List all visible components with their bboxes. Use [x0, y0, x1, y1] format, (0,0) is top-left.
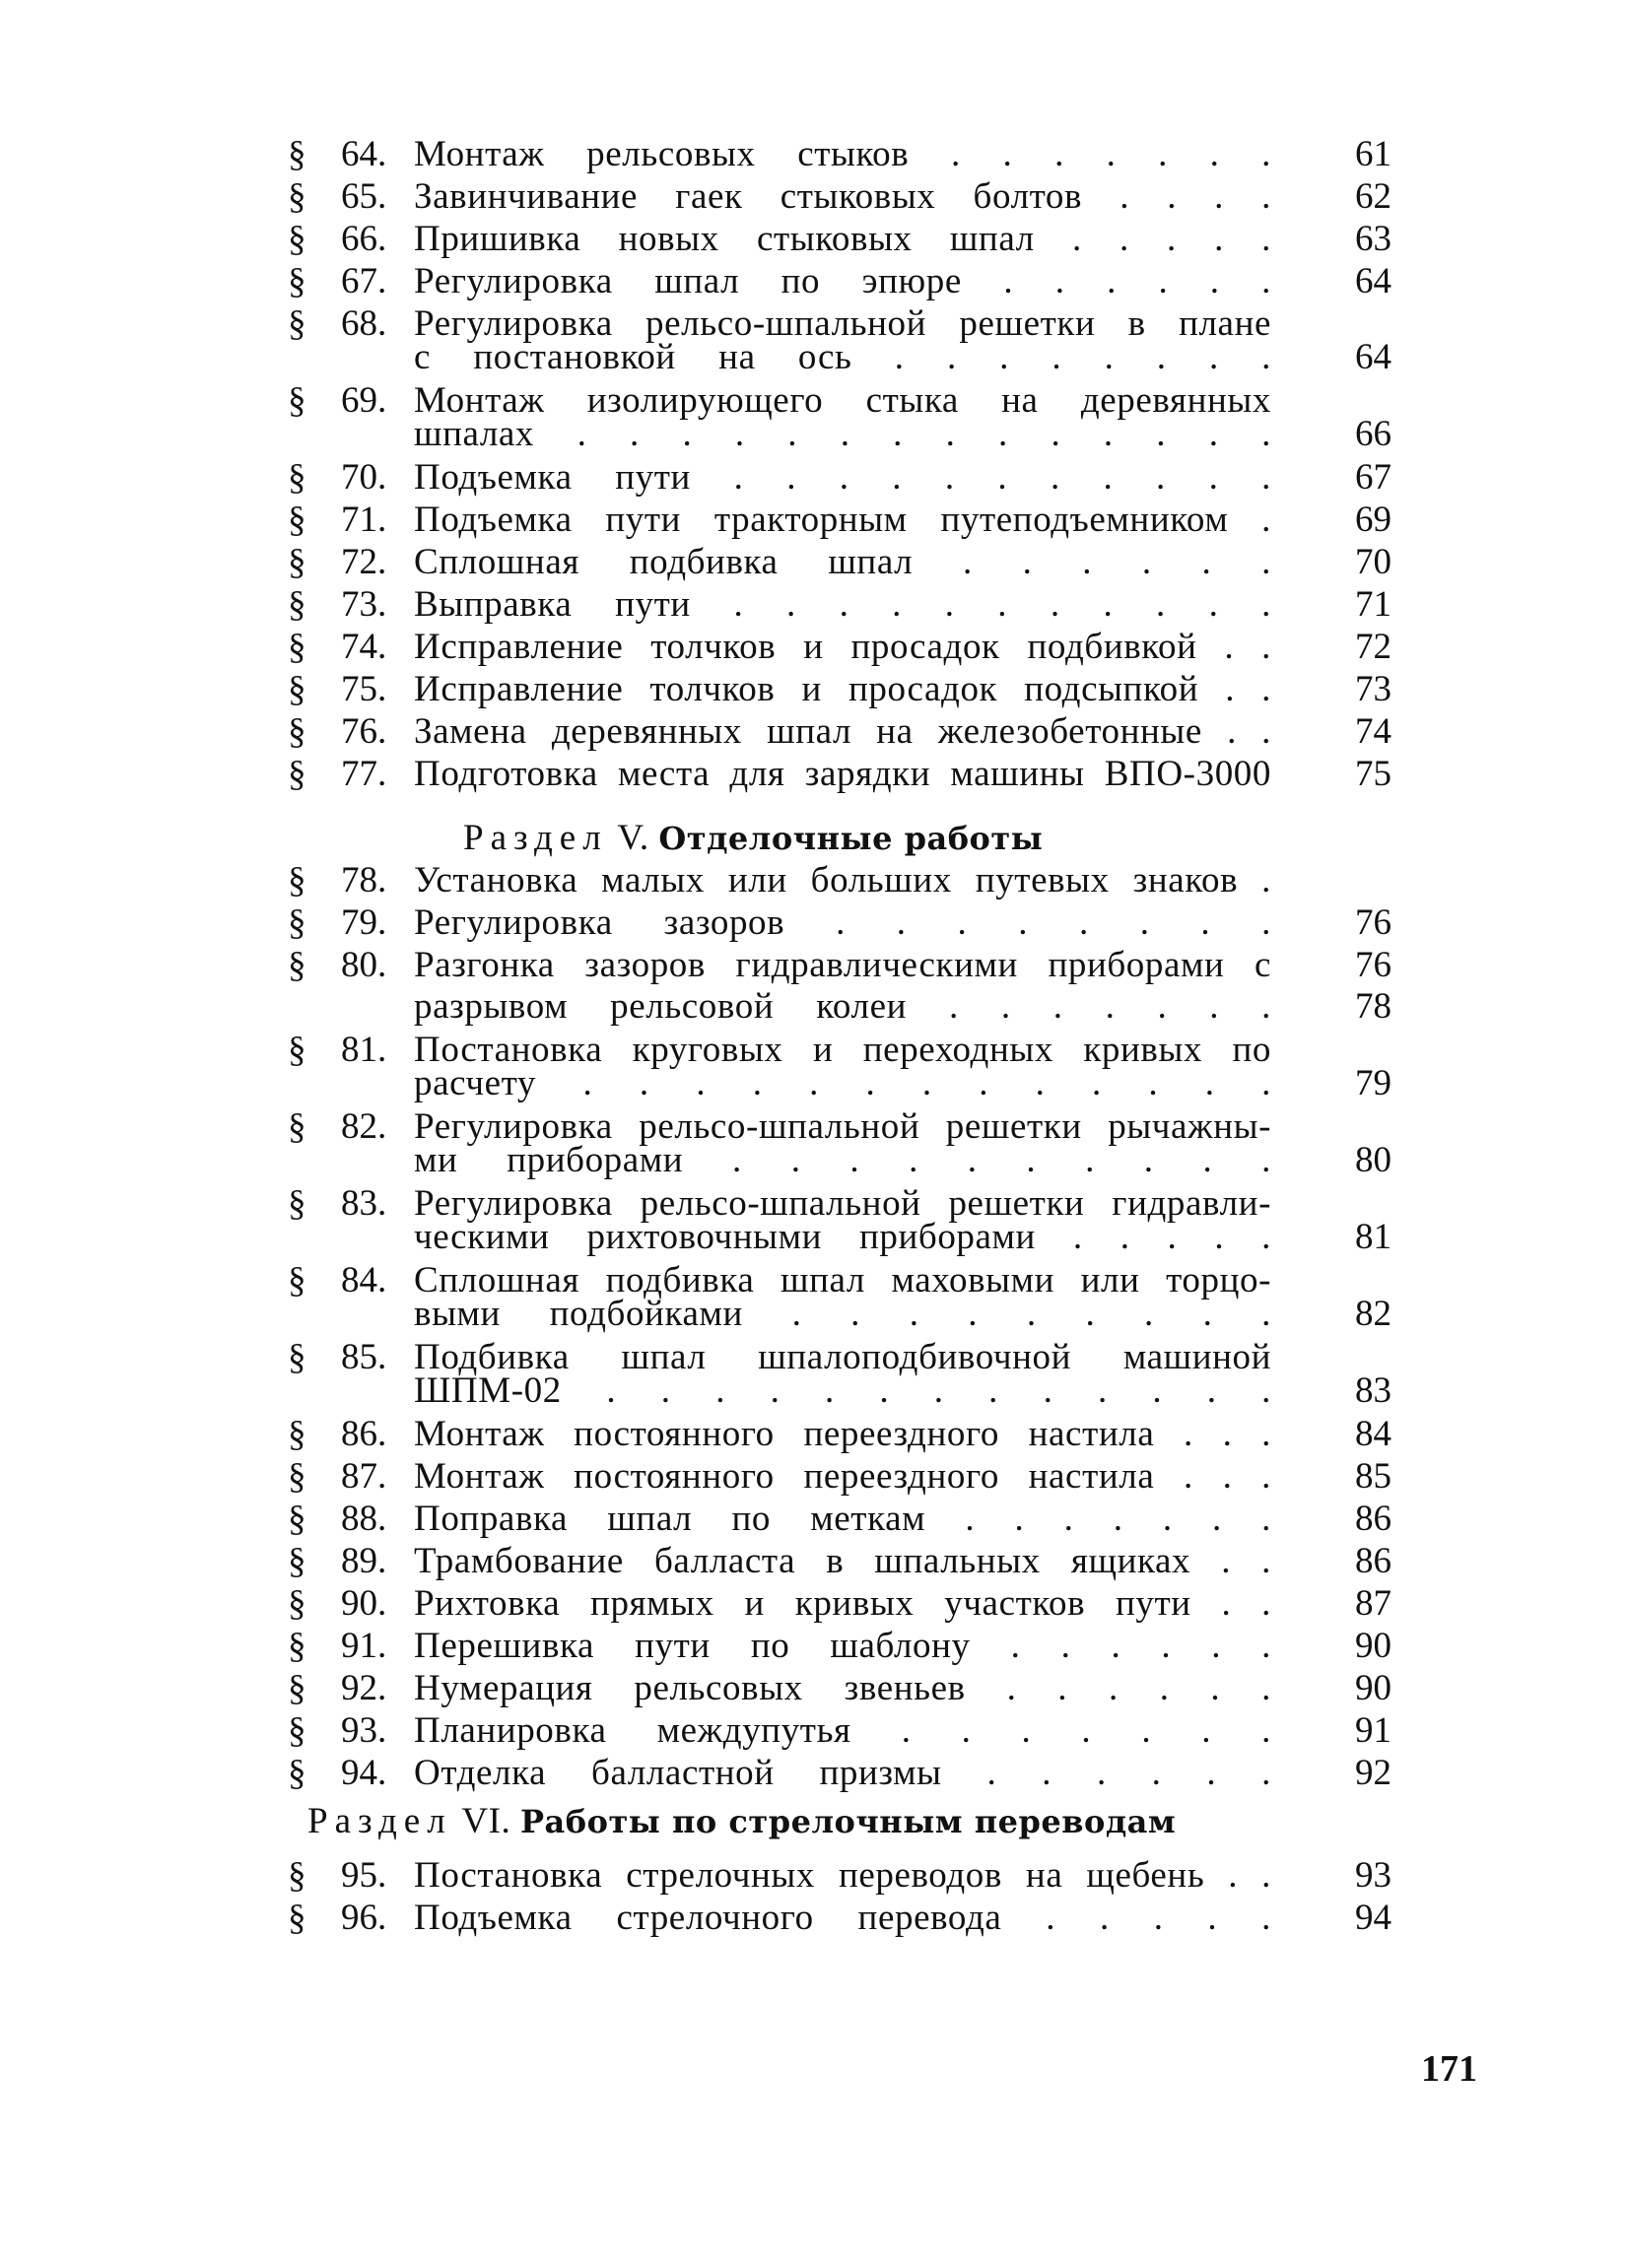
- entry-page: 90: [1355, 1668, 1391, 1708]
- entry-page: 72: [1355, 627, 1391, 667]
- toc-entry: [288, 457, 1391, 498]
- entry-number: 95.: [341, 1855, 387, 1896]
- section-sign: §: [288, 754, 306, 794]
- toc-entry: [288, 1414, 1391, 1454]
- entry-page: 70: [1355, 542, 1391, 582]
- entry-number: 77.: [341, 754, 387, 794]
- entry-title-line: Подбивка шпал шпалоподбивочной машиной: [414, 1337, 1271, 1377]
- toc-entry: [288, 542, 1391, 582]
- entry-title-line: Нумерация рельсовых звеньев . . . . . .: [414, 1668, 1271, 1708]
- entry-number: 88.: [341, 1499, 387, 1539]
- entry-page: 85: [1355, 1456, 1391, 1497]
- entry-title-line: Постановка стрелочных переводов на щебень . .: [414, 1855, 1271, 1896]
- toc-entry: [288, 303, 1391, 377]
- entry-page: 61: [1355, 134, 1391, 174]
- toc-entry: [288, 711, 1391, 752]
- toc-entry: [288, 1260, 1391, 1334]
- entry-number: 79.: [341, 902, 387, 943]
- toc-entry: [288, 1030, 1391, 1103]
- section-sign: §: [288, 711, 306, 752]
- toc-entry: [288, 1456, 1391, 1497]
- entry-page: 87: [1355, 1583, 1391, 1624]
- page-number: 171: [1421, 2048, 1477, 2090]
- toc-group-1: [288, 134, 1391, 794]
- section-sign: §: [288, 542, 306, 582]
- section-title: Работы по стрелочным переводам: [519, 1803, 1177, 1840]
- entry-number: 83.: [341, 1183, 387, 1224]
- toc-entry: [288, 1337, 1391, 1411]
- entry-number: 64.: [341, 134, 387, 174]
- section-sign: §: [288, 380, 306, 421]
- section-sign: §: [288, 1337, 306, 1377]
- entry-page: 83: [1355, 1370, 1391, 1411]
- entry-title-line: шпалах . . . . . . . . . . . . . .: [414, 414, 1271, 454]
- entry-number: 67.: [341, 261, 387, 301]
- entry-page: 66: [1355, 414, 1391, 454]
- entry-page: 63: [1355, 219, 1391, 259]
- section-sign: §: [288, 219, 306, 259]
- entry-page: 73: [1355, 669, 1391, 709]
- entry-number: 81.: [341, 1030, 387, 1070]
- entry-title-line: Монтаж постоянного переездного настила . . .: [414, 1456, 1271, 1497]
- toc-group-3: [288, 1855, 1391, 1938]
- entry-title-line: Регулировка шпал по эпюре . . . . . .: [414, 261, 1271, 301]
- section-sign: §: [288, 945, 306, 985]
- section-sign: §: [288, 457, 306, 498]
- toc-entry: [288, 669, 1391, 709]
- entry-number: 93.: [341, 1710, 387, 1751]
- entry-title-line: Отделка балластной призмы . . . . . .: [414, 1753, 1271, 1793]
- section-heading-5: [463, 819, 1391, 858]
- toc-entry: [288, 1106, 1391, 1180]
- entry-number: 65.: [341, 176, 387, 217]
- toc-entry: [288, 1855, 1391, 1896]
- entry-page: 86: [1355, 1541, 1391, 1581]
- entry-number: 90.: [341, 1583, 387, 1624]
- entry-title-line: Трамбование балласта в шпальных ящиках . .: [414, 1541, 1271, 1581]
- entry-title-line: Разгонка зазоров гидравлическими приборами с: [414, 945, 1271, 985]
- entry-title-line: Подъемка стрелочного перевода . . . . .: [414, 1898, 1271, 1938]
- section-sign: §: [288, 1030, 306, 1070]
- section-numeral: VI.: [461, 1801, 511, 1841]
- entry-page: 86: [1355, 1499, 1391, 1539]
- entry-page: 71: [1355, 584, 1391, 625]
- entry-page: 91: [1355, 1710, 1391, 1751]
- toc-entry: [288, 500, 1391, 540]
- toc-entry: [288, 1668, 1391, 1708]
- entry-title-line: Исправление толчков и просадок подбивкой . .: [414, 627, 1271, 667]
- entry-title-line: ческими рихтовочными приборами . . . . .: [414, 1217, 1271, 1257]
- section-title: Отделочные работы: [658, 820, 1044, 857]
- entry-page: 84: [1355, 1414, 1391, 1454]
- toc-entry: [288, 1710, 1391, 1751]
- section-sign: §: [288, 1855, 306, 1896]
- toc-entry: [288, 134, 1391, 174]
- table-of-contents: [288, 134, 1391, 1944]
- entry-number: 85.: [341, 1337, 387, 1377]
- section-sign: §: [288, 1898, 306, 1938]
- entry-number: 74.: [341, 627, 387, 667]
- entry-number: 82.: [341, 1106, 387, 1147]
- toc-entry: [288, 1626, 1391, 1666]
- entry-page: 79: [1355, 1063, 1391, 1103]
- entry-title-line: выми подбойками . . . . . . . . .: [414, 1294, 1271, 1334]
- entry-page: 82: [1355, 1294, 1391, 1334]
- section-numeral: V.: [617, 818, 649, 858]
- toc-entry: [288, 1183, 1391, 1257]
- entry-title-line: Перешивка пути по шаблону . . . . . .: [414, 1626, 1271, 1666]
- section-label: Раздел: [307, 1801, 452, 1841]
- entry-title-line: Сплошная подбивка шпал . . . . . .: [414, 542, 1271, 582]
- section-sign: §: [288, 1260, 306, 1301]
- section-sign: §: [288, 627, 306, 667]
- entry-title-line: Постановка круговых и переходных кривых по: [414, 1030, 1271, 1070]
- entry-page: 90: [1355, 1626, 1391, 1666]
- section-sign: §: [288, 1106, 306, 1147]
- entry-page: 64: [1355, 337, 1391, 377]
- entry-title-line: Монтаж постоянного переездного настила . . .: [414, 1414, 1271, 1454]
- entry-number: 92.: [341, 1668, 387, 1708]
- entry-number: 76.: [341, 711, 387, 752]
- toc-entry: [288, 1499, 1391, 1539]
- entry-title-line: Планировка междупутья . . . . . . .: [414, 1710, 1271, 1751]
- section-sign: §: [288, 1710, 306, 1751]
- entry-number: 70.: [341, 457, 387, 498]
- entry-page: 69: [1355, 500, 1391, 540]
- toc-group-2: [288, 860, 1391, 1793]
- entry-number: 72.: [341, 542, 387, 582]
- entry-title-line: расчету . . . . . . . . . . . . .: [414, 1063, 1271, 1103]
- toc-entry: [288, 584, 1391, 625]
- entry-page: 92: [1355, 1753, 1391, 1793]
- toc-entry: [288, 1898, 1391, 1938]
- entry-title-line: Замена деревянных шпал на железобетонные . .: [414, 711, 1271, 752]
- section-sign: §: [288, 1626, 306, 1666]
- entry-page: 81: [1355, 1217, 1391, 1257]
- entry-number: 68.: [341, 303, 387, 344]
- entry-number: 84.: [341, 1260, 387, 1301]
- section-sign: §: [288, 669, 306, 709]
- entry-title-line: Установка малых или больших путевых знаков .: [414, 860, 1271, 901]
- entry-number: 96.: [341, 1898, 387, 1938]
- entry-title-line: Регулировка рельсо-шпальной решетки в плане: [414, 303, 1271, 344]
- entry-title-line: Регулировка рельсо-шпальной решетки рычажны-: [414, 1106, 1271, 1147]
- entry-number: 89.: [341, 1541, 387, 1581]
- entry-title-line: Завинчивание гаек стыковых болтов . . . .: [414, 176, 1271, 217]
- entry-page: 93: [1355, 1855, 1391, 1896]
- entry-number: 66.: [341, 219, 387, 259]
- toc-entry: [288, 902, 1391, 943]
- section-sign: §: [288, 1456, 306, 1497]
- entry-title-line: ми приборами . . . . . . . . . .: [414, 1140, 1271, 1180]
- entry-number: 71.: [341, 500, 387, 540]
- entry-title-line: с постановкой на ось . . . . . . . .: [414, 337, 1271, 377]
- entry-page: 80: [1355, 1140, 1391, 1180]
- entry-title-line: Подъемка пути тракторным путеподъемником .: [414, 500, 1271, 540]
- entry-title-line: Рихтовка прямых и кривых участков пути . .: [414, 1583, 1271, 1624]
- entry-number: 91.: [341, 1626, 387, 1666]
- entry-page: 62: [1355, 176, 1391, 217]
- section-heading-6: [307, 1802, 1391, 1841]
- entry-page: 94: [1355, 1898, 1391, 1938]
- entry-title-line: Регулировка рельсо-шпальной решетки гидравли-: [414, 1183, 1271, 1224]
- entry-number: 69.: [341, 380, 387, 421]
- entry-title-line: Пришивка новых стыковых шпал . . . . .: [414, 219, 1271, 259]
- section-sign: §: [288, 1414, 306, 1454]
- entry-title-line: Выправка пути . . . . . . . . . . .: [414, 584, 1271, 625]
- toc-entry: [288, 380, 1391, 454]
- entry-title-line: Регулировка зазоров . . . . . . . .: [414, 902, 1271, 943]
- section-sign: §: [288, 1753, 306, 1793]
- entry-title-line: Монтаж изолирующего стыка на деревянных: [414, 380, 1271, 421]
- toc-entry: [288, 860, 1391, 901]
- entry-number: 75.: [341, 669, 387, 709]
- entry-page: 78: [1355, 986, 1391, 1027]
- entry-page: 76: [1355, 902, 1391, 943]
- entry-title-line: разрывом рельсовой колеи . . . . . . .: [414, 986, 1271, 1027]
- entry-number: 94.: [341, 1753, 387, 1793]
- entry-title-line: Исправление толчков и просадок подсыпкой . .: [414, 669, 1271, 709]
- toc-entry: [288, 754, 1391, 794]
- entry-page: 76: [1355, 945, 1391, 985]
- section-sign: §: [288, 1183, 306, 1224]
- entry-title-line: Подготовка места для зарядки машины ВПО-3000: [414, 754, 1271, 794]
- toc-entry: [288, 219, 1391, 259]
- entry-title-line: ШПМ-02 . . . . . . . . . . . . .: [414, 1370, 1271, 1411]
- toc-entry: [288, 1583, 1391, 1624]
- entry-page: 75: [1355, 754, 1391, 794]
- toc-entry: [288, 627, 1391, 667]
- section-sign: §: [288, 1583, 306, 1624]
- entry-page: 67: [1355, 457, 1391, 498]
- toc-entry: [288, 1541, 1391, 1581]
- entry-title-line: Подъемка пути . . . . . . . . . . .: [414, 457, 1271, 498]
- toc-entry: [288, 1753, 1391, 1793]
- section-sign: §: [288, 584, 306, 625]
- toc-entry: [288, 945, 1391, 1027]
- section-sign: §: [288, 1499, 306, 1539]
- entry-title-line: Поправка шпал по меткам . . . . . . .: [414, 1499, 1271, 1539]
- entry-number: 87.: [341, 1456, 387, 1497]
- section-sign: §: [288, 1668, 306, 1708]
- section-label: Раздел: [463, 818, 608, 858]
- section-sign: §: [288, 134, 306, 174]
- section-sign: §: [288, 1541, 306, 1581]
- entry-page: 64: [1355, 261, 1391, 301]
- section-sign: §: [288, 303, 306, 344]
- entry-number: 73.: [341, 584, 387, 625]
- section-sign: §: [288, 261, 306, 301]
- section-sign: §: [288, 176, 306, 217]
- toc-entry: [288, 176, 1391, 217]
- entry-title-line: Сплошная подбивка шпал маховыми или торцо-: [414, 1260, 1271, 1301]
- entry-number: 86.: [341, 1414, 387, 1454]
- section-sign: §: [288, 860, 306, 901]
- entry-number: 80.: [341, 945, 387, 985]
- section-sign: §: [288, 902, 306, 943]
- entry-title-line: Монтаж рельсовых стыков . . . . . . .: [414, 134, 1271, 174]
- toc-entry: [288, 261, 1391, 301]
- entry-page: 74: [1355, 711, 1391, 752]
- entry-number: 78.: [341, 860, 387, 901]
- section-sign: §: [288, 500, 306, 540]
